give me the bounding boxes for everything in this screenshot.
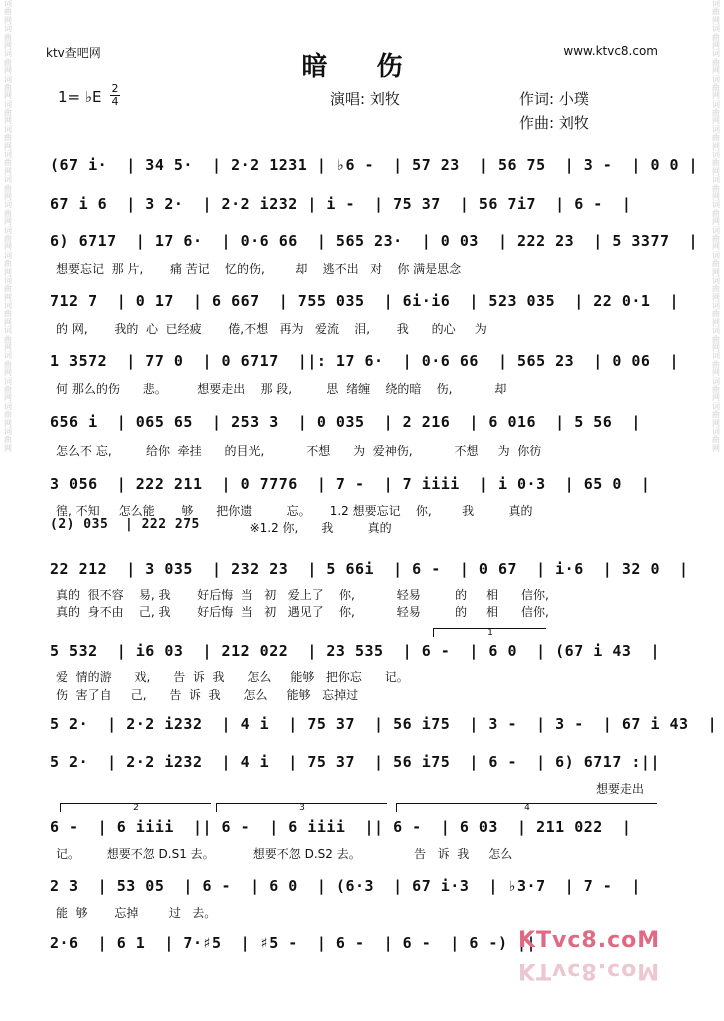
score-row bbox=[50, 877, 665, 901]
time-sig-top: 2 bbox=[111, 82, 119, 95]
notation-line: 712 7 | 0 17 | 6 667 | 755 035 | 6i·i6 | 523 035 | 22 0·1 | bbox=[50, 292, 680, 310]
lyric-line: 的 网, 我的 心 已经疲 倦,不想 再为 爱流 泪, 我 的心 为 bbox=[56, 322, 487, 336]
lyric-line: 记。 想要不忽 D.S1 去。 想要不忽 D.S2 去。 告 诉 我 怎么 bbox=[56, 847, 513, 861]
notation-line: 1 3572 | 77 0 | 0 6717 ||: 17 6· | 0·6 66 | 565 23 | 0 06 | bbox=[50, 352, 680, 370]
composer-credit: 作曲: 刘牧 bbox=[519, 114, 589, 132]
time-signature bbox=[110, 84, 120, 107]
ending-bracket: 2 bbox=[60, 803, 211, 812]
lyric-line: 真的 身不由 己, 我 好后悔 当 初 遇见了 你, 轻易 的 相 信你, bbox=[56, 605, 549, 619]
notation-line: (2) 035 | 222 275 bbox=[50, 517, 200, 532]
score-row bbox=[50, 475, 665, 499]
lyric-line: 徨, 不知 怎么能 够 把你遗 忘。 1.2 想要忘记 你, 我 真的 bbox=[56, 504, 533, 518]
singer-credit: 演唱: 刘牧 bbox=[330, 90, 400, 108]
lyric-line: 爱 情的游 戏, 告 诉 我 怎么 能够 把你忘 记。 bbox=[56, 670, 409, 684]
notation-line: 67 i 6 | 3 2· | 2·2 i232 | i - | 75 37 | 56 7i7 | 6 - | bbox=[50, 195, 632, 213]
score-row bbox=[50, 642, 665, 666]
score-row bbox=[50, 818, 665, 842]
notation-line: 6 - | 6 iiii || 6 - | 6 iiii || 6 - | 6 03 | 211 022 | bbox=[50, 818, 632, 836]
site-name: ktv查吧网 bbox=[46, 46, 101, 60]
side-watermark-left: 词 曲 网 词 曲 网 词 曲 网 词 曲 网 词 曲 网 词 曲 网 词 曲 网 词 曲 网 词 曲 网 词 曲 网 词 曲 网 词 曲 网 词 曲 网 词 曲 网 词 曲 网 词 曲 网 词 曲 网 词 曲 网 bbox=[4, 0, 12, 453]
lyric-line: 伤 害了自 己, 告 诉 我 怎么 能够 忘掉过 bbox=[56, 688, 359, 702]
key-signature: 1= ♭E bbox=[58, 88, 102, 106]
song-title: 暗 伤 bbox=[301, 52, 423, 82]
notation-line: 5 532 | i6 03 | 212 022 | 23 535 | 6 - | 6 0 | (67 i 43 | bbox=[50, 642, 660, 660]
notation-line: 22 212 | 3 035 | 232 23 | 5 66i | 6 - | 0 67 | i·6 | 32 0 | bbox=[50, 560, 689, 578]
notation-line: (67 i· | 34 5· | 2·2 1231 | ♭6 - | 57 23 | 56 75 | 3 - | 0 0 | bbox=[50, 156, 699, 174]
ending-bracket: 4 bbox=[396, 803, 657, 812]
brand-logo: KTvc8.coM bbox=[518, 928, 661, 953]
lyric-line: 怎么不 忘, 给你 牵挂 的目光, 不想 为 爱神伤, 不想 为 你彷 bbox=[56, 444, 542, 458]
notation-line: 6) 6717 | 17 6· | 0·6 66 | 565 23· | 0 03 | 222 23 | 5 3377 | bbox=[50, 232, 699, 250]
score-row bbox=[50, 352, 680, 376]
score-row bbox=[50, 195, 665, 219]
site-url: www.ktvc8.com bbox=[563, 44, 658, 58]
notation-line: 2·6 | 6 1 | 7·♯5 | ♯5 - | 6 - | 6 - | 6 -) || bbox=[50, 934, 537, 952]
score-row bbox=[50, 413, 665, 437]
ending-bracket: 3 bbox=[216, 803, 387, 812]
score-row bbox=[50, 232, 699, 256]
notation-line: 2 3 | 53 05 | 6 - | 6 0 | (6·3 | 67 i·3 | ♭3·7 | 7 - | bbox=[50, 877, 641, 895]
notation-line: 656 i | 065 65 | 253 3 | 0 035 | 2 216 | 6 016 | 5 56 | bbox=[50, 413, 641, 431]
score-row bbox=[50, 715, 718, 739]
lyric-line: 何 那么的伤 悲。 想要走出 那 段, 思 绪缠 绕的暗 伤, 却 bbox=[56, 382, 507, 396]
lyric-line: 想要忘记 那 片, 痛 苦记 忆的伤, 却 逃不出 对 你 满是思念 bbox=[56, 262, 462, 276]
notation-line: 5 2· | 2·2 i232 | 4 i | 75 37 | 56 i75 | 3 - | 3 - | 67 i 43 | bbox=[50, 715, 718, 733]
notation-line: 5 2· | 2·2 i232 | 4 i | 75 37 | 56 i75 | 6 - | 6) 6717 :|| bbox=[50, 753, 660, 771]
lyric-line: 真的 很不容 易, 我 好后悔 当 初 爱上了 你, 轻易 的 相 信你, bbox=[56, 588, 549, 602]
ending-bracket: 1 bbox=[433, 628, 546, 637]
lyric-line: 想要走出 bbox=[596, 782, 645, 796]
score-row bbox=[50, 292, 680, 316]
lyric-line: ※1.2 你, 我 真的 bbox=[200, 521, 392, 535]
score-row bbox=[50, 156, 699, 180]
time-sig-bottom: 4 bbox=[111, 95, 119, 108]
score-row bbox=[50, 753, 665, 777]
side-watermark-right: 词 曲 网 词 曲 网 词 曲 网 词 曲 网 词 曲 网 词 曲 网 词 曲 网 词 曲 网 词 曲 网 词 曲 网 词 曲 网 词 曲 网 词 曲 网 词 曲 网 词 曲 网 词 曲 网 词 曲 网 词 曲 网 bbox=[712, 0, 720, 453]
lyricist-credit: 作词: 小璞 bbox=[519, 90, 589, 108]
lyric-line: 能 够 忘掉 过 去。 bbox=[56, 906, 217, 920]
brand-logo-reflection: KTvc8.coM bbox=[518, 958, 661, 983]
score-row bbox=[50, 560, 689, 584]
notation-line: 3 056 | 222 211 | 0 7776 | 7 - | 7 iiii | i 0·3 | 65 0 | bbox=[50, 475, 651, 493]
